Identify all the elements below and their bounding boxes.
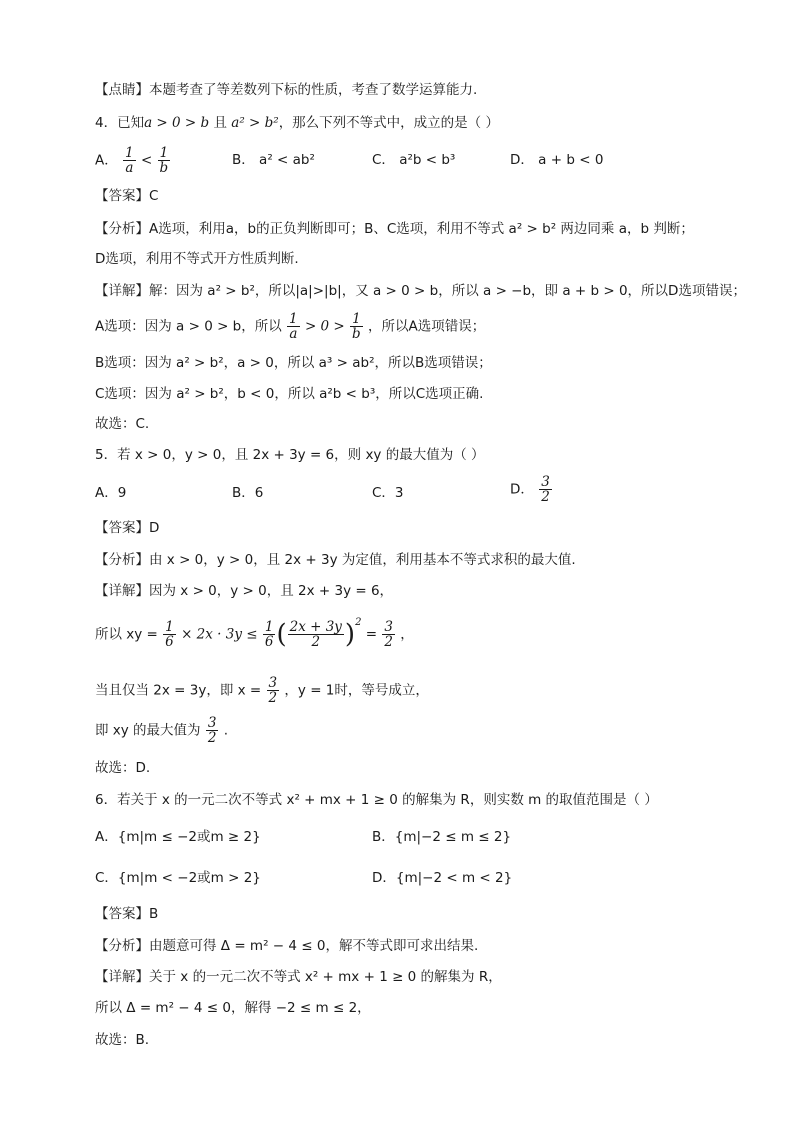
q5-option-a: A．9 xyxy=(95,485,127,501)
fraction: $\frac{1}{a}$ xyxy=(289,311,298,342)
q6-answer: 【答案】B xyxy=(95,906,159,922)
fraction: $\frac{3}{2}$ xyxy=(384,619,393,650)
q4-option-b: B． a² < ab² xyxy=(232,152,315,168)
fraction: $\frac{1}{b}$ xyxy=(159,145,169,176)
q5-answer: 【答案】D xyxy=(95,520,160,536)
q6-option-d: D．{m|−2 < m < 2} xyxy=(372,870,513,886)
q4-detail-1: 【详解】解：因为 a² > b²，所以|a|>|b|，又 a > 0 > b，所以 a > −b，即 a + b > 0，所以D选项错误； xyxy=(95,283,746,299)
q4-conclusion: 故选：C. xyxy=(95,416,150,432)
fraction: $\frac{1}{6}$ xyxy=(264,619,274,650)
q6-detail-1: 【详解】关于 x 的一元二次不等式 x² + mx + 1 ≥ 0 的解集为 R， xyxy=(95,969,502,985)
q5-detail-3: 当且仅当 2x = 3y，即 x = $\frac{3}{2}$ ，y = 1时，等号成立， xyxy=(95,675,429,706)
q5-detail-1: 【详解】因为 x > 0，y > 0，且 2x + 3y = 6， xyxy=(95,583,394,599)
fraction: $\frac{1}{b}$ xyxy=(352,311,361,342)
q3-comment: 【点睛】本题考查了等差数列下标的性质，考查了数学运算能力. xyxy=(95,82,478,98)
q5-conclusion: 故选：D. xyxy=(95,760,151,776)
q4-detail-4: C选项：因为 a² > b²，b < 0，所以 a²b < b³，所以C选项正确. xyxy=(95,386,484,402)
q4-detail-2: A选项：因为 a > 0 > b，所以 $\frac{1}{a}$ > 0 > $\frac{1}{b}$ ，所以A选项错误； xyxy=(95,311,486,342)
q4-option-d: D． a + b < 0 xyxy=(510,152,604,168)
q6-option-c: C．{m|m < −2或m > 2} xyxy=(95,870,261,886)
q5-option-b: B．6 xyxy=(232,485,264,501)
fraction: $\frac{3}{2}$ xyxy=(268,675,278,706)
q5-option-c: C．3 xyxy=(372,485,404,501)
q6-detail-2: 所以 Δ = m² − 4 ≤ 0，解得 −2 ≤ m ≤ 2， xyxy=(95,1000,371,1016)
q4-option-c: C． a²b < b³ xyxy=(372,152,456,168)
fraction: $\frac{2x + 3y}{2}$ xyxy=(289,619,342,650)
q5-detail-4: 即 xy 的最大值为 $\frac{3}{2}$ . xyxy=(95,715,229,746)
fraction: $\frac{1}{a}$ xyxy=(125,145,134,176)
q4-option-a: A． $\frac{1}{a}$ < $\frac{1}{b}$ xyxy=(95,145,169,176)
q5-analysis: 【分析】由 x > 0，y > 0，且 2x + 3y 为定值，利用基本不等式求积的最大值. xyxy=(95,552,576,568)
fraction: $\frac{3}{2}$ xyxy=(541,474,550,505)
q4-analysis-2: D选项，利用不等式开方性质判断. xyxy=(95,251,299,267)
q5-detail-2: 所以 xy = $\frac{1}{6}$ × 2x · 3y ≤ $\frac{1}{6}$ ( $\frac{2x + 3y}{2}$ )$^2$ = $\frac{3}{2}$ ， xyxy=(95,617,414,650)
fraction: $\frac{1}{6}$ xyxy=(165,619,174,650)
question-6-stem: 6．若关于 x 的一元二次不等式 x² + mx + 1 ≥ 0 的解集为 R，则实数 m 的取值范围是（ ） xyxy=(95,792,658,808)
q4-answer: 【答案】C xyxy=(95,188,159,204)
q6-analysis: 【分析】由题意可得 Δ = m² − 4 ≤ 0，解不等式即可求出结果. xyxy=(95,938,479,954)
question-4-stem: 4．已知a > 0 > b 且 a² > b²，那么下列不等式中，成立的是（ ） xyxy=(95,115,499,131)
q4-analysis-1: 【分析】A选项，利用a，b的正负判断即可；B、C选项，利用不等式 a² > b² 两边同乘 a，b 判断； xyxy=(95,221,694,237)
question-5-stem: 5．若 x > 0，y > 0，且 2x + 3y = 6，则 xy 的最大值为（ ） xyxy=(95,447,485,463)
fraction: $\frac{3}{2}$ xyxy=(207,715,217,746)
q4-detail-3: B选项：因为 a² > b²，a > 0，所以 a³ > ab²，所以B选项错误； xyxy=(95,355,492,371)
q5-option-d: D． $\frac{3}{2}$ xyxy=(510,474,550,505)
q6-conclusion: 故选：B. xyxy=(95,1032,150,1048)
q6-option-a: A．{m|m ≤ −2或m ≥ 2} xyxy=(95,829,261,845)
q6-option-b: B．{m|−2 ≤ m ≤ 2} xyxy=(372,829,512,845)
